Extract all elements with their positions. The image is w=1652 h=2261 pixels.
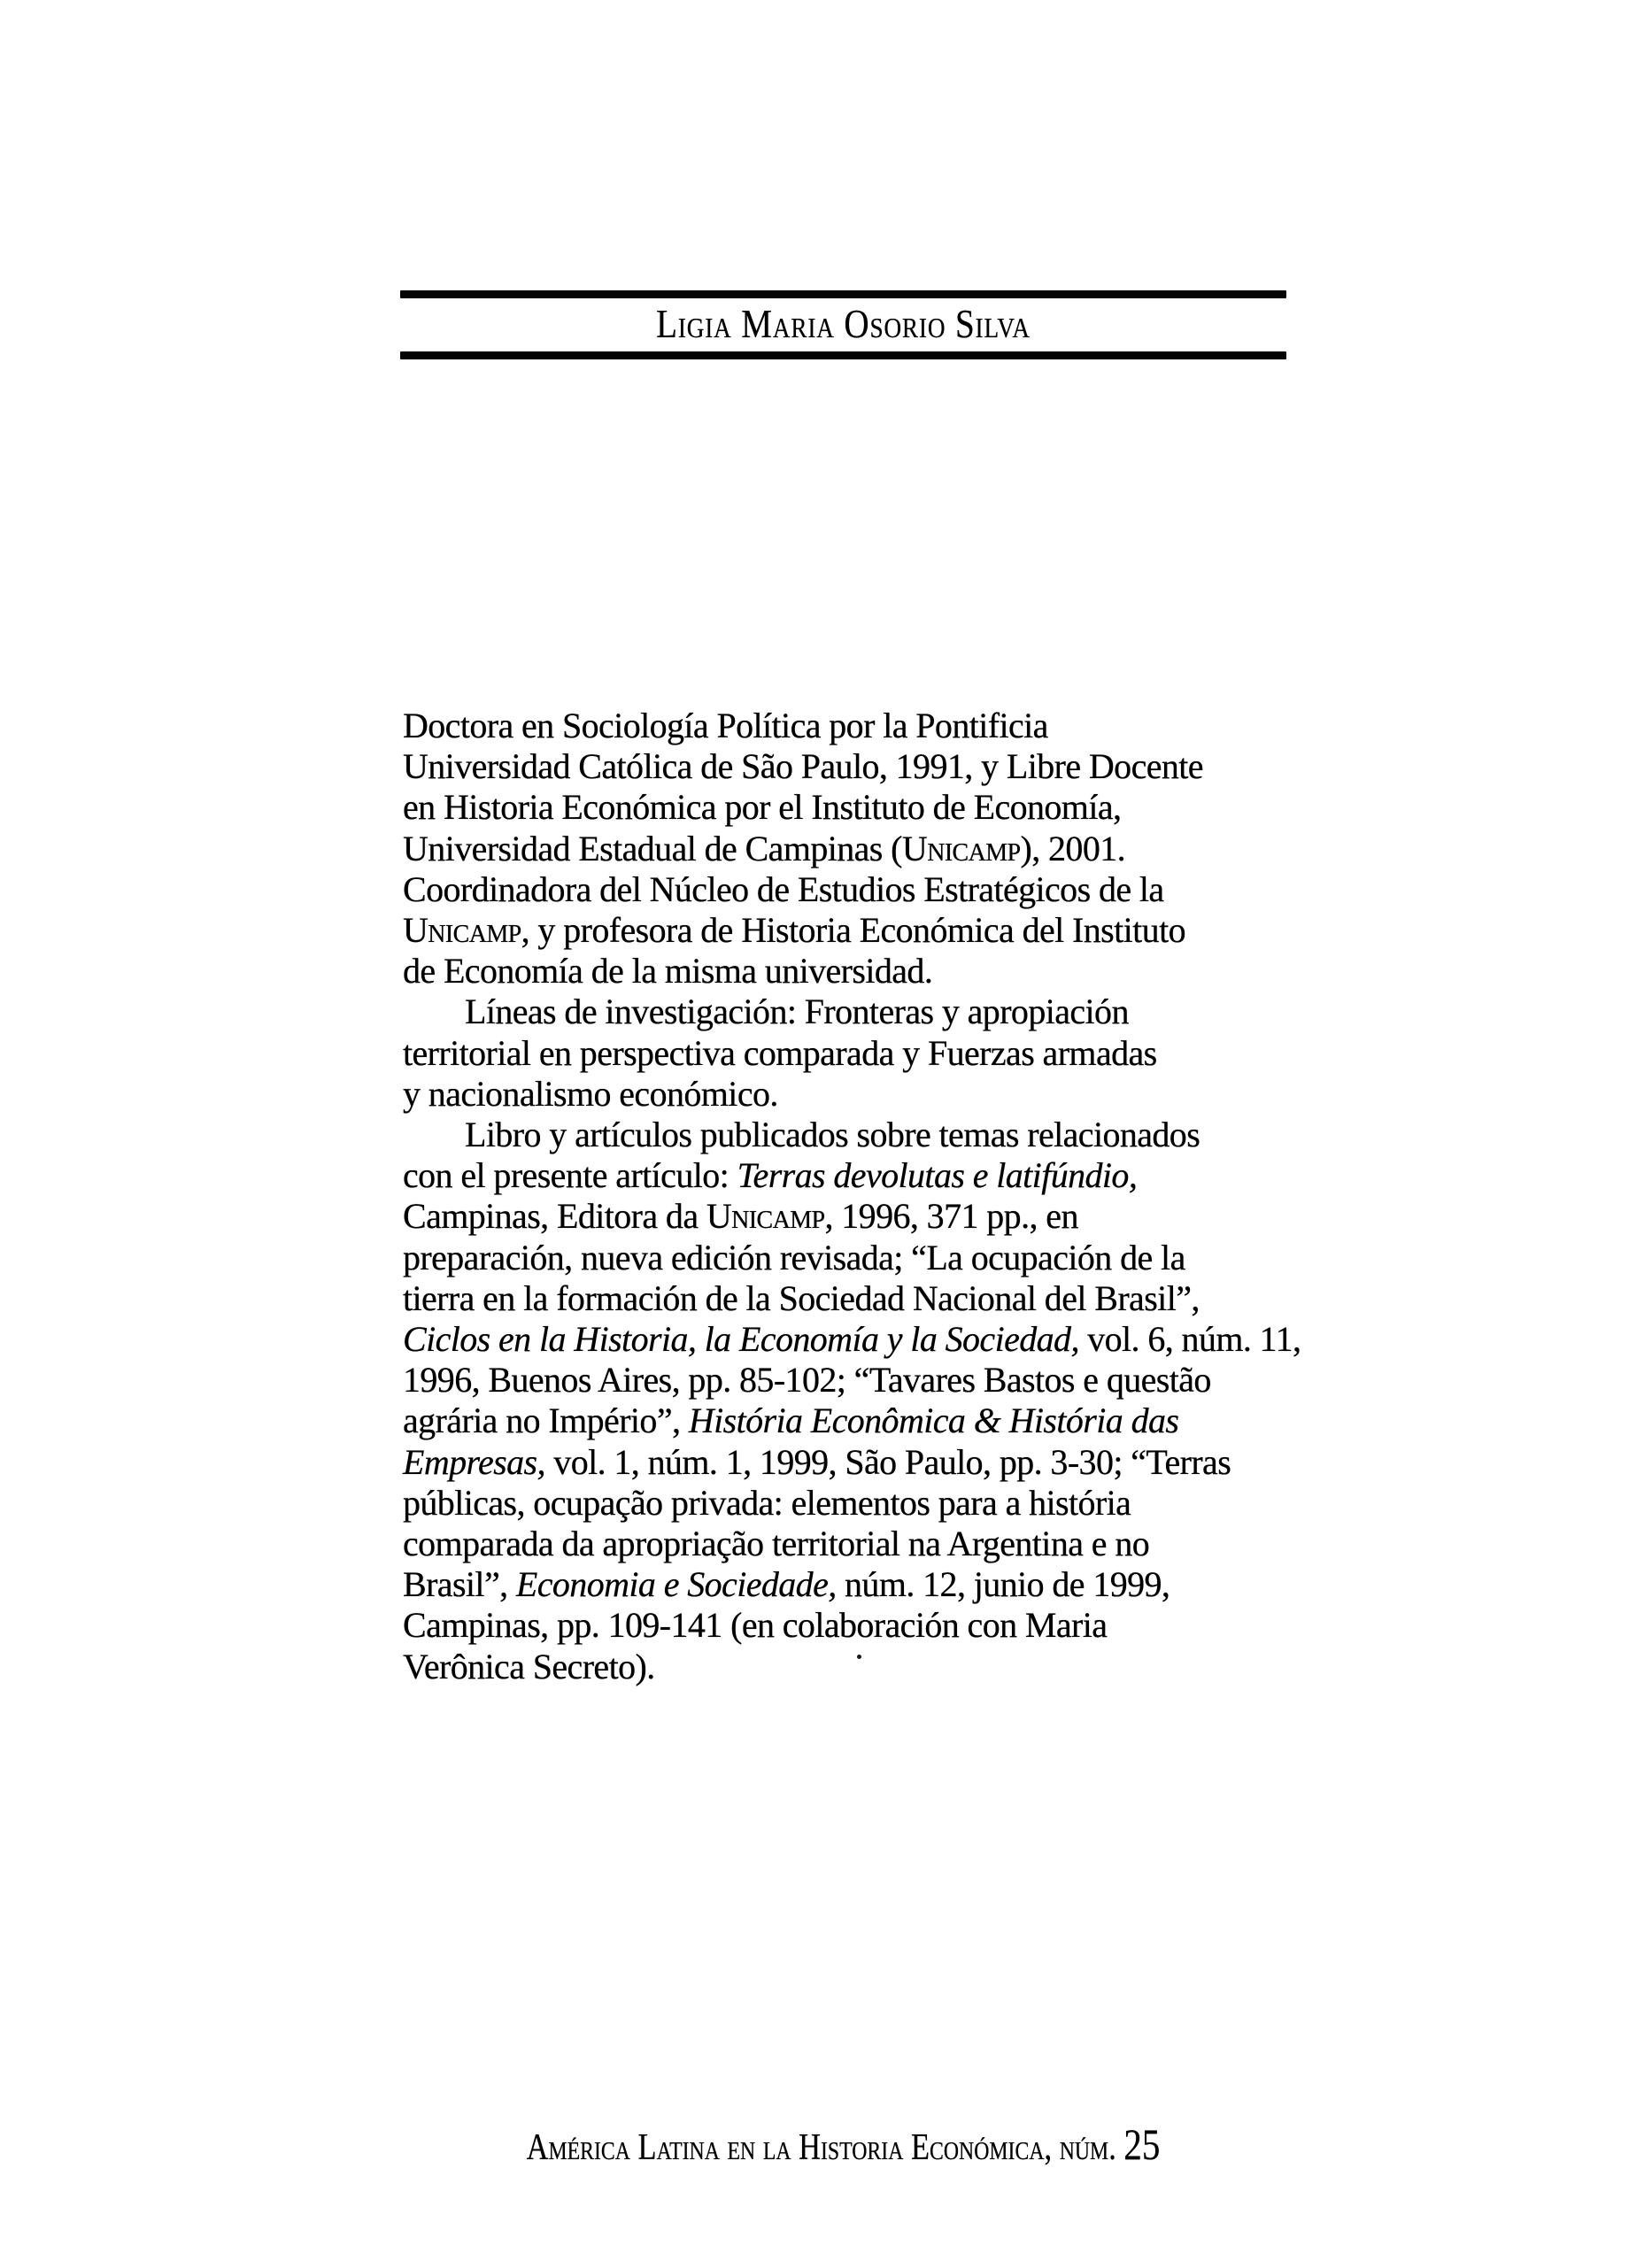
text-line xyxy=(403,1196,1293,1237)
text-segment-roman: vol. 1, núm. 1, 1999, São Paulo, pp. 3-30; “Terras xyxy=(544,1441,1231,1482)
text-line xyxy=(403,1115,1293,1155)
text-segment-roman: ), 2001. xyxy=(1020,828,1126,868)
text-segment-roman: territorial en perspectiva comparada y Fuerzas armadas xyxy=(403,1032,1157,1073)
text-segment-italic: Empresas, xyxy=(403,1441,545,1482)
text-line xyxy=(403,1647,1293,1687)
footer-space xyxy=(1116,2127,1124,2168)
text-line xyxy=(403,1564,1293,1605)
text-segment-smallcaps: Unicamp xyxy=(706,1196,825,1237)
text-segment-smallcaps: Unicamp xyxy=(403,910,521,951)
text-segment-roman: y nacionalismo económico. xyxy=(403,1073,778,1114)
text-segment-roman: Universidad Estadual de Campinas ( xyxy=(403,828,902,868)
text-line xyxy=(403,1278,1293,1319)
text-segment-roman: Campinas, pp. 109-141 (en colaboración con Maria xyxy=(403,1605,1108,1646)
text-line xyxy=(403,1524,1293,1564)
text-line xyxy=(403,1360,1293,1401)
text-segment-roman: 1996, Buenos Aires, pp. 85-102; “Tavares Bastos e questão xyxy=(403,1360,1211,1401)
author-name: Ligia Maria Osorio Silva xyxy=(656,301,1031,346)
text-line xyxy=(403,992,1293,1032)
text-line xyxy=(403,1074,1293,1115)
text-line xyxy=(403,1319,1301,1360)
text-segment-roman: Coordinadora del Núcleo de Estudios Estratégicos de la xyxy=(403,868,1164,909)
header-rule-top xyxy=(400,290,1286,298)
text-segment-roman: comparada da apropriação territorial na Argentina e no xyxy=(403,1524,1150,1564)
text-line xyxy=(403,1155,1293,1196)
text-segment-smallcaps: Unicamp xyxy=(901,828,1021,868)
text-segment-roman: preparación, nueva edición revisada; “La ocupación de la xyxy=(403,1237,1185,1277)
text-line xyxy=(403,746,1293,787)
text-segment-italic: Terras devolutas e latifúndio, xyxy=(737,1155,1138,1196)
text-line xyxy=(403,1033,1293,1074)
text-line xyxy=(403,1605,1293,1646)
scan-speck xyxy=(857,1655,861,1659)
text-segment-italic: História Econômica & História das xyxy=(688,1401,1179,1441)
text-line xyxy=(403,869,1293,910)
text-segment-roman: Doctora en Sociología Política por la Pontificia xyxy=(403,706,1048,745)
journal-name: América Latina en la Historia Económica, núm. xyxy=(526,2127,1116,2168)
text-segment-italic: Economia e Sociedade, xyxy=(515,1564,837,1605)
text-segment-roman: núm. 12, junio de 1999, xyxy=(836,1564,1170,1605)
text-segment-roman: públicas, ocupação privada: elementos para a história xyxy=(403,1482,1131,1523)
text-segment-roman: con el presente artículo: xyxy=(403,1155,737,1196)
journal-footer xyxy=(480,2121,1207,2171)
text-line xyxy=(403,1483,1293,1524)
text-line xyxy=(403,910,1293,951)
text-line xyxy=(403,1238,1293,1278)
masthead xyxy=(400,290,1286,359)
text-segment-roman: tierra en la formación de la Sociedad Nacional del Brasil”, xyxy=(403,1277,1200,1318)
text-segment-roman: Líneas de investigación: Fronteras y apropiación xyxy=(465,992,1129,1032)
text-line xyxy=(403,829,1293,869)
text-segment-roman: Campinas, Editora da xyxy=(403,1196,706,1237)
page-number: 25 xyxy=(1123,2119,1161,2169)
text-segment-roman: Libro y artículos publicados sobre temas relacionados xyxy=(465,1115,1200,1155)
biography-text xyxy=(403,706,1301,1687)
text-segment-roman: agrária no Império”, xyxy=(403,1401,689,1441)
text-segment-roman: vol. 6, núm. 11, xyxy=(1078,1319,1301,1360)
text-segment-roman: , y profesora de Historia Económica del Instituto xyxy=(521,910,1185,951)
text-line xyxy=(403,706,1293,746)
text-segment-roman: Verônica Secreto). xyxy=(403,1646,655,1686)
text-line xyxy=(403,787,1293,828)
text-segment-roman: Brasil”, xyxy=(403,1564,516,1605)
text-line xyxy=(403,951,1293,992)
text-segment-italic: Ciclos en la Historia, la Economía y la Sociedad, xyxy=(403,1319,1079,1360)
text-segment-roman: de Economía de la misma universidad. xyxy=(403,951,933,992)
text-segment-roman: en Historia Económica por el Instituto de Economía, xyxy=(403,787,1122,828)
text-line xyxy=(403,1401,1293,1441)
header-rule-bottom xyxy=(400,351,1286,359)
text-segment-roman: Universidad Católica de São Paulo, 1991, y Libre Docente xyxy=(403,746,1203,787)
text-line xyxy=(403,1442,1293,1483)
text-segment-roman: , 1996, 371 pp., en xyxy=(824,1196,1078,1237)
